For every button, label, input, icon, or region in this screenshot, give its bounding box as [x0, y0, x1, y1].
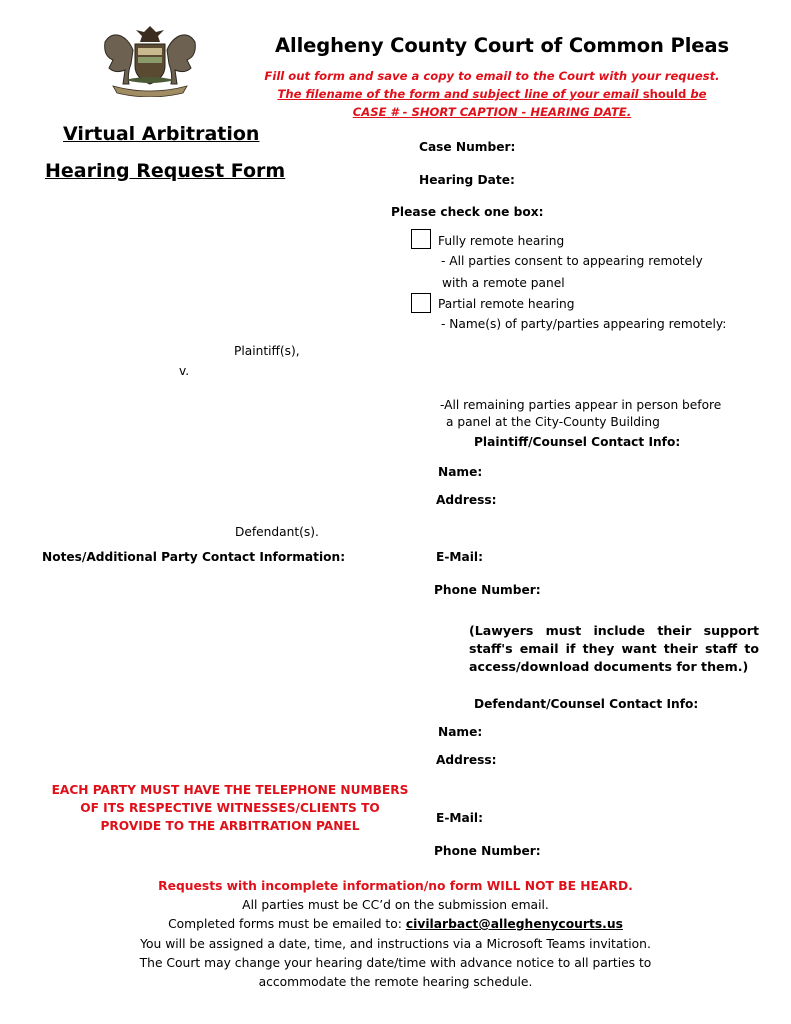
fully-remote-desc-1: - All parties consent to appearing remotely [441, 254, 703, 268]
fully-remote-checkbox[interactable] [411, 229, 431, 249]
cc-notice: All parties must be CC’d on the submission email. [242, 898, 549, 912]
instructions-line-3: CASE # - SHORT CAPTION - HEARING DATE. [352, 105, 632, 119]
plaintiff-contact-heading: Plaintiff/Counsel Contact Info: [474, 435, 681, 449]
instructions-line-1: Fill out form and save a copy to email to the Court with your request. [264, 69, 720, 83]
defendant-address-label: Address: [436, 753, 497, 767]
change-notice-line-2: accommodate the remote hearing schedule. [258, 975, 533, 989]
fully-remote-label: Fully remote hearing [438, 234, 565, 248]
check-prompt: Please check one box: [391, 205, 544, 219]
hearing-date-label: Hearing Date: [419, 173, 515, 187]
defendant-contact-heading: Defendant/Counsel Contact Info: [474, 697, 699, 711]
email-instructions: Completed forms must be emailed to: civilarbact@alleghenycourts.us [168, 917, 623, 931]
form-title-line-1: Virtual Arbitration [63, 123, 260, 145]
remaining-parties-line-2: a panel at the City-County Building [446, 415, 660, 429]
plaintiff-address-label: Address: [436, 493, 497, 507]
defendant-phone-label: Phone Number: [434, 844, 541, 858]
fully-remote-desc-2: with a remote panel [442, 276, 565, 290]
change-notice-line-1: The Court may change your hearing date/time with advance notice to all parties to [139, 956, 652, 970]
partial-remote-checkbox[interactable] [411, 293, 431, 313]
lawyer-note-line-2: staff's email if they want their staff to [469, 641, 759, 656]
court-email-link[interactable]: civilarbact@alleghenycourts.us [405, 917, 623, 931]
instructions-line-2: The filename of the form and subject line of your email should be [277, 87, 707, 101]
versus-caption: v. [179, 364, 190, 378]
court-name: Allegheny County Court of Common Pleas [275, 34, 729, 57]
lawyer-note-line-1: (Lawyers must include their support [469, 623, 759, 638]
form-title-line-2: Hearing Request Form [45, 160, 286, 182]
partial-remote-label: Partial remote hearing [438, 297, 575, 311]
defendants-caption: Defendant(s). [235, 525, 319, 539]
warning-line-2: OF ITS RESPECTIVE WITNESSES/CLIENTS TO [80, 801, 380, 815]
warning-line-3: PROVIDE TO THE ARBITRATION PANEL [100, 819, 360, 833]
incomplete-warning: Requests with incomplete information/no form WILL NOT BE HEARD. [158, 879, 633, 893]
partial-remote-desc: - Name(s) of party/parties appearing remotely: [441, 317, 727, 331]
coat-of-arms-icon [95, 22, 205, 97]
case-number-label: Case Number: [419, 140, 516, 154]
notes-label: Notes/Additional Party Contact Information: [42, 550, 346, 564]
warning-line-1: EACH PARTY MUST HAVE THE TELEPHONE NUMBERS [51, 783, 409, 797]
plaintiff-name-label: Name: [438, 465, 483, 479]
defendant-name-label: Name: [438, 725, 483, 739]
teams-notice: You will be assigned a date, time, and instructions via a Microsoft Teams invitation. [140, 937, 651, 951]
remaining-parties-line-1: -All remaining parties appear in person before [440, 398, 722, 412]
plaintiff-phone-label: Phone Number: [434, 583, 541, 597]
defendant-email-label: E-Mail: [436, 811, 483, 825]
lawyer-note-line-3: access/download documents for them.) [469, 659, 749, 674]
plaintiffs-caption: Plaintiff(s), [234, 344, 300, 358]
plaintiff-email-label: E-Mail: [436, 550, 483, 564]
